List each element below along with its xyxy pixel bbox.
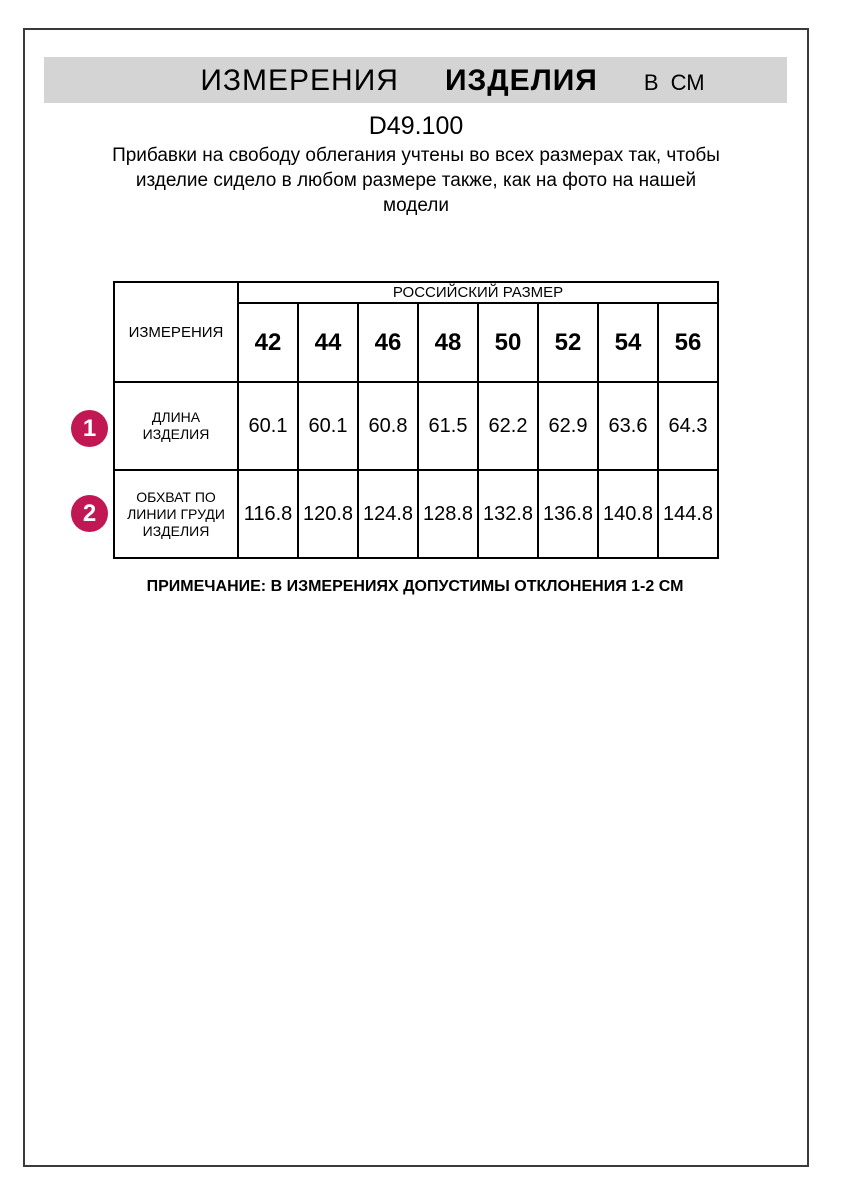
title-banner <box>44 57 787 103</box>
size-header-44: 44 <box>298 303 358 382</box>
size-header-50: 50 <box>478 303 538 382</box>
length-value-52: 62.9 <box>538 382 598 470</box>
size-header-56: 56 <box>658 303 718 382</box>
tolerance-note: ПРИМЕЧАНИЕ: В ИЗМЕРЕНИЯХ ДОПУСТИМЫ ОТКЛОНЕНИЯ 1-2 СМ <box>146 578 684 595</box>
row-label-line: ЛИНИИ ГРУДИ <box>127 505 225 522</box>
row-marker-2: 2 <box>71 495 108 532</box>
row-label-line: ДЛИНА <box>151 409 201 425</box>
chest-value-48: 128.8 <box>418 470 478 558</box>
fit-description-line-1: Прибавки на свободу облегания учтены во всех размерах так, чтобы <box>112 145 720 166</box>
row-label-line: ИЗДЕЛИЯ <box>142 522 210 539</box>
fit-description-line-3: модели <box>383 195 449 216</box>
chest-value-54: 140.8 <box>598 470 658 558</box>
length-value-48: 61.5 <box>418 382 478 470</box>
length-value-50: 62.2 <box>478 382 538 470</box>
chest-value-52: 136.8 <box>538 470 598 558</box>
row-label-length <box>114 382 238 470</box>
row-marker-1: 1 <box>71 410 108 447</box>
row-label-line: ОБХВАТ ПО <box>136 488 216 505</box>
table-corner-header: ИЗМЕРЕНИЯ <box>114 282 238 382</box>
size-header-48: 48 <box>418 303 478 382</box>
length-value-54: 63.6 <box>598 382 658 470</box>
model-code: D49.100 <box>368 112 464 140</box>
chest-value-50: 132.8 <box>478 470 538 558</box>
fit-description-line-2: изделие сидело в любом размере также, как на фото на нашей <box>135 170 697 191</box>
title-product: ИЗДЕЛИЯ <box>444 64 598 97</box>
size-group-header: РОССИЙСКИЙ РАЗМЕР <box>238 282 718 303</box>
title-measurements: ИЗМЕРЕНИЯ <box>200 64 399 97</box>
table-row-chest <box>114 470 718 558</box>
length-value-42: 60.1 <box>238 382 298 470</box>
measurements-table <box>113 281 719 559</box>
chest-value-56: 144.8 <box>658 470 718 558</box>
table-row-length <box>114 382 718 470</box>
length-value-44: 60.1 <box>298 382 358 470</box>
length-value-56: 64.3 <box>658 382 718 470</box>
size-header-42: 42 <box>238 303 298 382</box>
row-label-chest <box>114 470 238 558</box>
chest-value-44: 120.8 <box>298 470 358 558</box>
size-header-54: 54 <box>598 303 658 382</box>
size-header-46: 46 <box>358 303 418 382</box>
title-unit-cm: В СМ <box>643 70 705 95</box>
chest-value-46: 124.8 <box>358 470 418 558</box>
chest-value-42: 116.8 <box>238 470 298 558</box>
length-value-46: 60.8 <box>358 382 418 470</box>
fit-description <box>23 143 809 218</box>
size-header-52: 52 <box>538 303 598 382</box>
row-label-line: ИЗДЕЛИЯ <box>142 426 210 442</box>
